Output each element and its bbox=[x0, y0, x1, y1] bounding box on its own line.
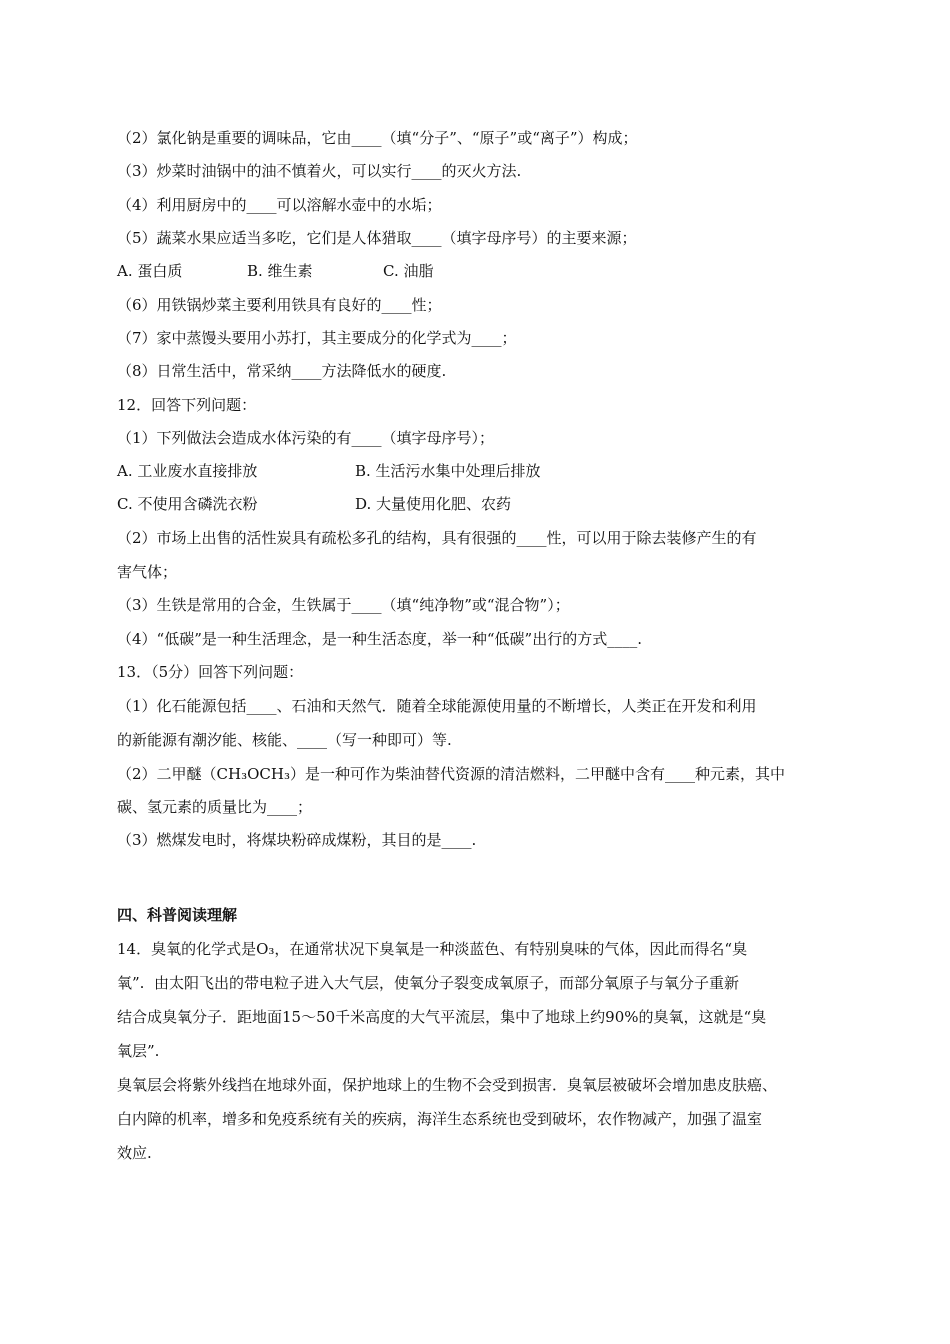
q12-2-text-line2: 害气体； bbox=[117, 563, 178, 581]
q12-3-text: （3）生铁是常用的合金，生铁属于____（填“纯净物”或“混合物”）； bbox=[117, 596, 570, 614]
q12-1-option-c: C. 不使用含磷洗衣粉 bbox=[117, 495, 258, 513]
q14-text-line5: 臭氧层会将紫外线挡在地球外面，保护地球上的生物不会受到损害．臭氧层被破坏会增加患皮肤癌、 bbox=[117, 1076, 778, 1094]
q12-4-text: （4）“低碳”是一种生活理念，是一种生活态度，举一种“低碳”出行的方式____. bbox=[117, 630, 642, 648]
q11-5-option-c: C. 油脂 bbox=[383, 262, 434, 280]
q12-2-text-line1: （2）市场上出售的活性炭具有疏松多孔的结构，具有很强的____性，可以用于除去装修产生的有 bbox=[117, 529, 757, 547]
q14-text-line3: 结合成臭氧分子．距地面15～50千米高度的大气平流层，集中了地球上约90%的臭氧，这就是“臭 bbox=[117, 1008, 767, 1026]
q13-1-text-line1: （1）化石能源包括____、石油和天然气．随着全球能源使用量的不断增长，人类正在开发和利用 bbox=[117, 697, 757, 715]
q13-1-text-line2: 的新能源有潮汐能、核能、____（写一种即可）等. bbox=[117, 731, 452, 749]
q11-8-text: （8）日常生活中，常采纳____方法降低水的硬度. bbox=[117, 362, 447, 380]
q12-heading: 12．回答下列问题： bbox=[117, 396, 257, 414]
q12-1-option-b: B. 生活污水集中处理后排放 bbox=[355, 462, 541, 480]
q11-7-text: （7）家中蒸馒头要用小苏打，其主要成分的化学式为____； bbox=[117, 329, 517, 347]
q13-2-text-line2: 碳、氢元素的质量比为____； bbox=[117, 798, 313, 816]
q13-2-text-line1: （2）二甲醚（CH₃OCH₃）是一种可作为柴油替代资源的清洁燃料，二甲醚中含有____种元素，其中 bbox=[117, 765, 785, 783]
q14-text-line1: 14．臭氧的化学式是O₃，在通常状况下臭氧是一种淡蓝色、有特别臭味的气体，因此而得名“臭 bbox=[117, 940, 748, 958]
q13-3-text: （3）燃煤发电时，将煤块粉碎成煤粉，其目的是____. bbox=[117, 831, 477, 849]
q11-5-option-a: A. 蛋白质 bbox=[117, 262, 183, 280]
q11-6-text: （6）用铁锅炒菜主要利用铁具有良好的____性； bbox=[117, 296, 442, 314]
q14-text-line4: 氧层”. bbox=[117, 1042, 160, 1060]
section-heading: 四、科普阅读理解 bbox=[117, 906, 238, 924]
q14-text-line7: 效应. bbox=[117, 1144, 152, 1162]
q12-1-text: （1）下列做法会造成水体污染的有____（填字母序号）； bbox=[117, 429, 495, 447]
q11-5-option-b: B. 维生素 bbox=[247, 262, 313, 280]
q13-heading: 13．（5分）回答下列问题： bbox=[117, 663, 304, 681]
q11-4-text: （4）利用厨房中的____可以溶解水壶中的水垢； bbox=[117, 196, 442, 214]
q12-1-option-d: D. 大量使用化肥、农药 bbox=[355, 495, 512, 513]
q11-3-text: （3）炒菜时油锅中的油不慎着火，可以实行____的灭火方法. bbox=[117, 162, 522, 180]
q14-text-line6: 白内障的机率，增多和免疫系统有关的疾病，海洋生态系统也受到破坏，农作物减产，加强了温室 bbox=[117, 1110, 763, 1128]
q14-text-line2: 氧”. 由太阳飞出的带电粒子进入大气层，使氧分子裂变成氧原子，而部分氧原子与氧分子重新 bbox=[117, 974, 739, 992]
q12-1-option-a: A. 工业废水直接排放 bbox=[117, 462, 258, 480]
q11-2-text: （2）氯化钠是重要的调味品，它由____（填“分子”、“原子”或“离子”）构成； bbox=[117, 129, 638, 147]
q11-5-text: （5）蔬菜水果应适当多吃，它们是人体猎取____（填字母序号）的主要来源； bbox=[117, 229, 637, 247]
